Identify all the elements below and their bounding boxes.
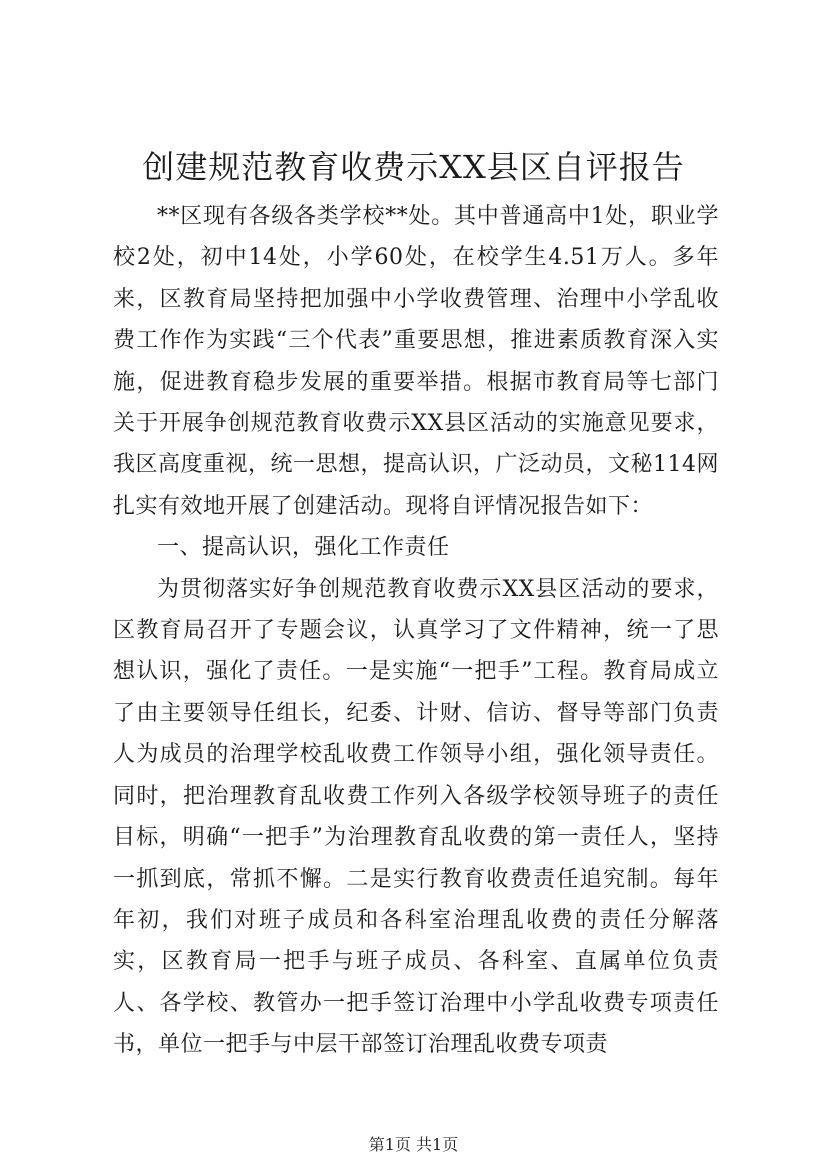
page-footer: 第1页 共1页 xyxy=(368,1135,459,1154)
section-heading: 一、提高认识，强化工作责任 xyxy=(157,535,450,561)
paragraph-intro: **区现有各级各类学校**处。其中普通高中1处，职业学校2处，初中14处，小学60处，在校学生4.51万人。多年来，区教育局坚持把加强中小学收费管理、治理中小学乱收费工作作为实践“三个代表”重要思想，推进素质教育深入实施，促进教育稳步发展的重要举措。根据市教育局等七部门关于开展争创规范教育收费示XX县区活动的实施意见要求，我区高度重视，统一思想，提高认识，广泛动员，文秘114网扎实有效地开展了创建活动。现将自评情况报告如下： xyxy=(113,204,719,519)
document-title: 创建规范教育收费示XX县区自评报告 xyxy=(142,148,685,186)
paragraph-section-1: 为贯彻落实好争创规范教育收费示XX县区活动的要求，区教育局召开了专题会议，认真学习了文件精神，统一了思想认识，强化了责任。一是实施“一把手”工程。教育局成立了由主要领导任组长，纪委、计财、信访、督导等部门负责人为成员的治理学校乱收费工作领导小组，强化领导责任。同时，把治理教育乱收费工作列入各级学校领导班子的责任目标，明确“一把手”为治理教育乱收费的第一责任人，坚持一抓到底，常抓不懈。二是实行教育收费责任追究制。每年年初，我们对班子成员和各科室治理乱收费的责任分解落实，区教育局一把手与班子成员、各科室、直属单位负责人、各学校、教管办一把手签订治理中小学乱收费专项责任书，单位一把手与中层干部签订治理乱收费专项责 xyxy=(113,576,719,1058)
document-body xyxy=(113,196,719,1066)
